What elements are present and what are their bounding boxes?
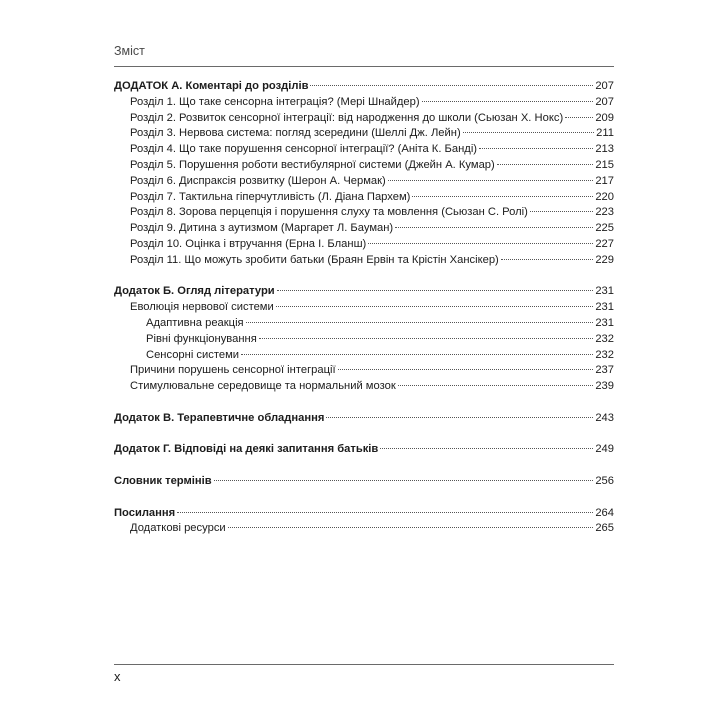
dot-leader — [398, 385, 594, 386]
toc-entry-page: 213 — [595, 143, 614, 156]
dot-leader — [326, 417, 593, 418]
toc-entry-title: Розділ 2. Розвиток сенсорної інтеграції: від народження до школи (Сьюзан Х. Нокс) — [130, 111, 564, 124]
toc-entry-page: 225 — [595, 222, 614, 235]
toc-entry-title: ДОДАТОК А. Коментарі до розділів — [114, 80, 309, 92]
toc-section-entry[interactable] — [114, 474, 614, 490]
toc-spacer — [114, 395, 614, 411]
toc-entry[interactable] — [114, 126, 614, 142]
toc-entry-title: Стимулювальне середовище та нормальний мозок — [130, 380, 396, 393]
dot-leader — [395, 227, 593, 228]
toc-entry-page: 215 — [595, 158, 614, 171]
dot-leader — [422, 101, 594, 102]
dot-leader — [259, 338, 594, 339]
toc-entry-page: 217 — [595, 174, 614, 187]
toc-entry-page: 209 — [595, 111, 614, 124]
toc-entry-title: Посилання — [114, 506, 176, 519]
dot-leader — [277, 290, 594, 291]
toc-entry[interactable] — [114, 379, 614, 395]
toc-section-entry[interactable] — [114, 506, 614, 522]
toc-entry-page: 256 — [595, 474, 614, 487]
toc-entry[interactable] — [114, 521, 614, 537]
dot-leader — [214, 480, 594, 481]
toc-entry[interactable] — [114, 158, 614, 174]
dot-leader — [380, 448, 593, 449]
dot-leader — [565, 117, 593, 118]
toc-entry-page: 223 — [595, 206, 614, 219]
toc-entry[interactable] — [114, 142, 614, 158]
toc-entry[interactable] — [114, 253, 614, 269]
toc-entry-title: Розділ 7. Тактильна гіперчутливість (Л. Діана Пархем) — [130, 190, 411, 203]
dot-leader — [501, 259, 594, 260]
toc-entry-title: Еволюція нервової системи — [130, 301, 274, 314]
toc-entry-page: 220 — [595, 190, 614, 203]
toc-entry[interactable] — [114, 111, 614, 127]
dot-leader — [228, 527, 594, 528]
toc-entry[interactable] — [114, 174, 614, 190]
page-number: x — [114, 669, 121, 684]
toc-entry-title: Словник термінів — [114, 474, 212, 487]
toc-entry-page: 231 — [595, 301, 614, 314]
toc-entry-page: 243 — [595, 411, 614, 424]
toc-entry-title: Адаптивна реакція — [146, 316, 244, 329]
toc-spacer — [114, 458, 614, 474]
dot-leader — [388, 180, 594, 181]
toc-entry-title: Додаток В. Терапевтичне обладнання — [114, 411, 325, 424]
dot-leader — [368, 243, 593, 244]
toc-entry-title: Рівні функціонування — [146, 332, 257, 345]
toc-entry-title: Розділ 11. Що можуть зробити батьки (Браян Ервін та Крістін Хансікер) — [130, 253, 499, 266]
toc-entry-page: 237 — [595, 364, 614, 377]
toc-entry-page: 207 — [595, 95, 614, 108]
dot-leader — [463, 132, 594, 133]
toc-entry-title: Розділ 10. Оцінка і втручання (Ерна І. Бланш) — [130, 237, 367, 250]
table-of-contents — [114, 79, 614, 537]
toc-section-entry[interactable] — [114, 79, 614, 95]
dot-leader — [246, 322, 594, 323]
toc-section-entry[interactable] — [114, 284, 614, 300]
toc-entry-title: Розділ 5. Порушення роботи вестибулярної системи (Джейн А. Кумар) — [130, 158, 495, 171]
dot-leader — [497, 164, 594, 165]
dot-leader — [530, 211, 593, 212]
toc-entry-page: 229 — [595, 253, 614, 266]
toc-entry-title: Розділ 1. Що таке сенсорна інтеграція? (Мері Шнайдер) — [130, 95, 420, 108]
toc-entry-page: 264 — [595, 506, 614, 519]
toc-entry[interactable] — [114, 190, 614, 206]
running-header: Зміст — [114, 44, 145, 58]
toc-entry-title: Розділ 4. Що таке порушення сенсорної інтеграції? (Аніта К. Банді) — [130, 143, 478, 156]
toc-entry-page: 239 — [595, 380, 614, 393]
toc-entry-title: Додаткові ресурси — [130, 522, 226, 535]
toc-entry[interactable] — [114, 221, 614, 237]
dot-leader — [412, 196, 593, 197]
toc-entry[interactable] — [114, 237, 614, 253]
toc-spacer — [114, 427, 614, 443]
toc-entry[interactable] — [114, 300, 614, 316]
toc-subentry[interactable] — [114, 316, 614, 332]
dot-leader — [276, 306, 594, 307]
toc-entry-page: 231 — [595, 285, 614, 298]
toc-entry-page: 249 — [595, 443, 614, 456]
toc-entry-page: 227 — [595, 237, 614, 250]
footer-rule — [114, 664, 614, 665]
toc-section-entry[interactable] — [114, 411, 614, 427]
toc-entry-title: Розділ 9. Дитина з аутизмом (Маргарет Л. Бауман) — [130, 222, 394, 235]
toc-entry-page: 232 — [595, 332, 614, 345]
toc-entry-title: Розділ 6. Диспраксія розвитку (Шерон А. Чермак) — [130, 174, 386, 187]
dot-leader — [177, 512, 593, 513]
toc-entry[interactable] — [114, 205, 614, 221]
toc-entry-title: Розділ 3. Нервова система: погляд зсередини (Шеллі Дж. Лейн) — [130, 127, 461, 140]
toc-entry-title: Розділ 8. Зорова перцепція і порушення слуху та мовлення (Сьюзан С. Ролі) — [130, 206, 528, 219]
toc-section-entry[interactable] — [114, 442, 614, 458]
dot-leader — [479, 148, 593, 149]
toc-subentry[interactable] — [114, 348, 614, 364]
toc-entry-title: Сенсорні системи — [146, 348, 240, 361]
toc-entry-page: 232 — [595, 348, 614, 361]
toc-entry-page: 231 — [595, 316, 614, 329]
dot-leader — [241, 354, 593, 355]
toc-entry-page: 211 — [596, 127, 614, 140]
toc-spacer — [114, 490, 614, 506]
toc-subentry[interactable] — [114, 332, 614, 348]
toc-entry-page: 207 — [595, 80, 614, 92]
toc-entry[interactable] — [114, 363, 614, 379]
header-rule — [114, 66, 614, 67]
toc-entry-title: Додаток Г. Відповіді на деякі запитання батьків — [114, 443, 379, 456]
toc-entry-title: Причини порушень сенсорної інтеграції — [130, 364, 336, 377]
toc-entry-page: 265 — [595, 522, 614, 535]
toc-spacer — [114, 269, 614, 285]
dot-leader — [310, 85, 593, 86]
toc-entry-title: Додаток Б. Огляд літератури — [114, 285, 275, 298]
dot-leader — [338, 369, 594, 370]
toc-entry[interactable] — [114, 95, 614, 111]
